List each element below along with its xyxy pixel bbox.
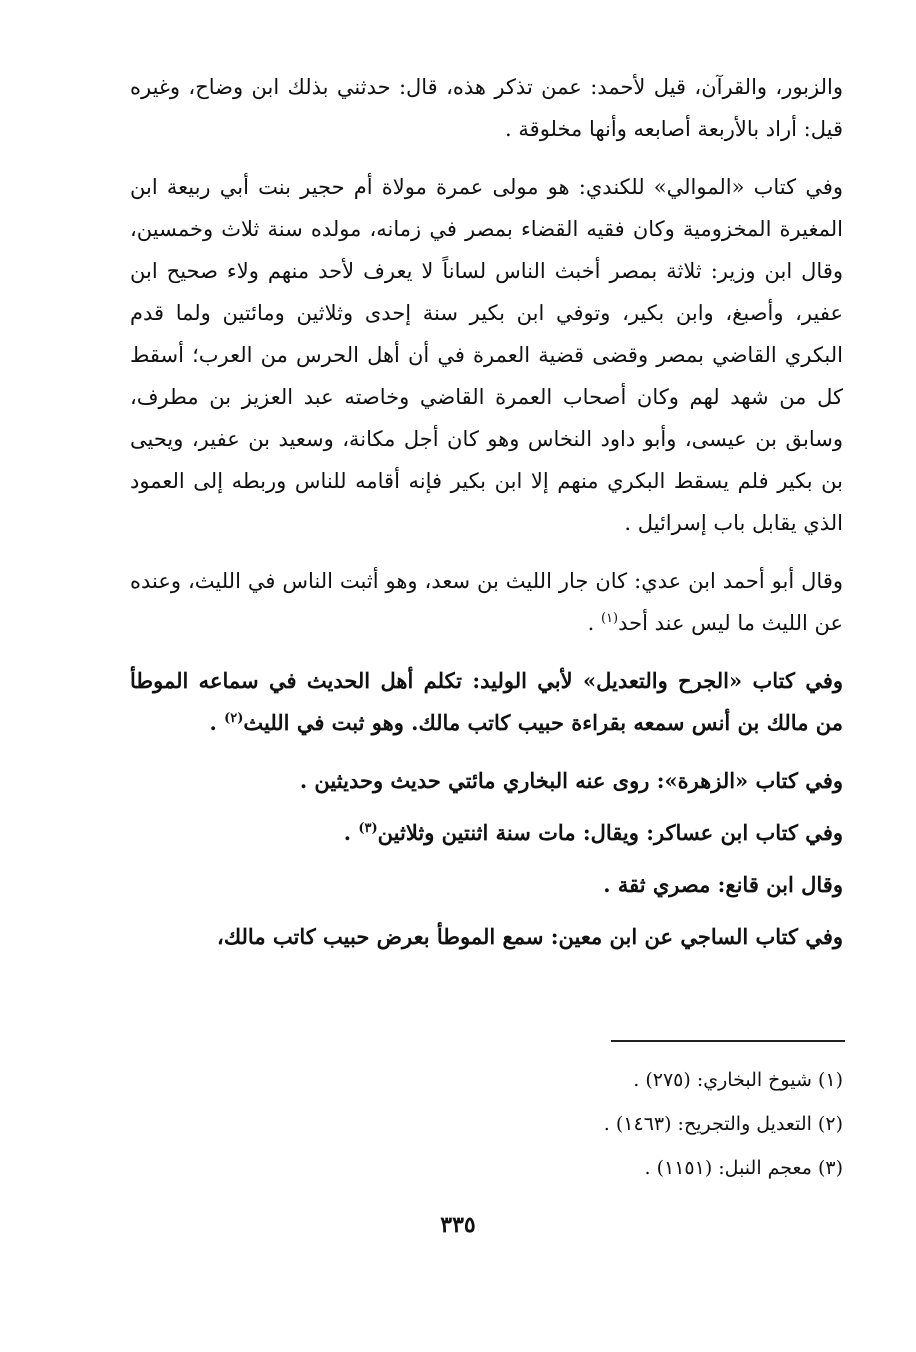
paragraph-4 [130, 660, 843, 744]
footnote-3: (٣) معجم النبل: (١١٥١) . [644, 1157, 843, 1179]
paragraph-text: والزبور، والقرآن، قيل لأحمد: عمن تذكر هذه، قال: حدثني بذلك ابن وضاح، وغيره قيل: أراد بالأربعة أصابعه وأنها مخلوقة . [130, 75, 843, 141]
paragraph-tail: . [343, 820, 359, 845]
paragraph-text: وقال ابن قانع: مصري ثقة . [603, 872, 843, 897]
main-text [130, 66, 843, 968]
paragraph-text: وقال أبو أحمد ابن عدي: كان جار الليث بن سعد، وهو أثبت الناس في الليث، وعنده عن الليث ما ليس عند أحد [130, 569, 843, 635]
footnote-divider [611, 1040, 845, 1042]
paragraph-7 [130, 864, 843, 906]
paragraph-8 [130, 916, 843, 958]
footnote-marker: (١) [600, 611, 619, 626]
paragraph-text: وفي كتاب «الجرح والتعديل» لأبي الوليد: تكلم أهل الحديث في سماعه الموطأ من مالك بن أنس سمعه بقراءة حبيب كاتب مالك. وهو ثبت في الليث [130, 668, 843, 735]
paragraph-tail: . [587, 611, 601, 635]
paragraph-text: وفي كتاب «الزهرة»: روى عنه البخاري مائتي حديث وحديثين . [299, 768, 843, 793]
paragraph-text: وفي كتاب ابن عساكر: ويقال: مات سنة اثنتين وثلاثين [377, 820, 843, 845]
paragraph-text: وفي كتاب الساجي عن ابن معين: سمع الموطأ بعرض حبيب كاتب مالك، [217, 924, 843, 949]
paragraph-tail: . [209, 710, 225, 735]
paragraph-3 [130, 560, 843, 644]
paragraph-text: وفي كتاب «الموالي» للكندي: هو مولى عمرة مولاة أم حجير بنت أبي ربيعة ابن المغيرة المخزومية وكان فقيه القضاء بمصر في زمانه، مولده سنة ثلاث وخمسين، وقال ابن وزير: ثلاثة بمصر أخبث الناس لساناً لا يعرف لأحد منهم ولاء صحيح ابن عفير، وأصبغ، وابن بكير، وتوفي ابن بكير سنة إحدى وثلاثين ومائتين ولما قدم البكري القاضي بمصر وقضى قضية العمرة في أن أهل الحرس من العرب؛ أسقط كل من شهد لهم وكان أصحاب العمرة القاضي وخاصته عبد العزيز بن مطرف، وسابق بن عيسى، وأبو داود النخاس وهو كان أجل مكانة، وسعيد بن عفير، ويحيى بن بكير فلم يسقط البكري منهم إلا ابن بكير فإنه أقامه للناس وربطه إلى العمود الذي يقابل باب إسرائيل . [130, 175, 843, 535]
footnotes [130, 1058, 843, 1190]
page-number: ٣٣٥ [440, 1212, 476, 1238]
paragraph-5 [130, 760, 843, 802]
paragraph-2 [130, 166, 843, 544]
footnote-marker: (٢) [224, 711, 244, 726]
footnote-marker: (٣) [358, 821, 378, 836]
footnote-1: (١) شيوخ البخاري: (٢٧٥) . [633, 1069, 843, 1091]
footnote-2: (٢) التعديل والتجريح: (١٤٦٣) . [603, 1113, 843, 1135]
paragraph-1 [130, 66, 843, 150]
paragraph-6 [130, 812, 843, 854]
